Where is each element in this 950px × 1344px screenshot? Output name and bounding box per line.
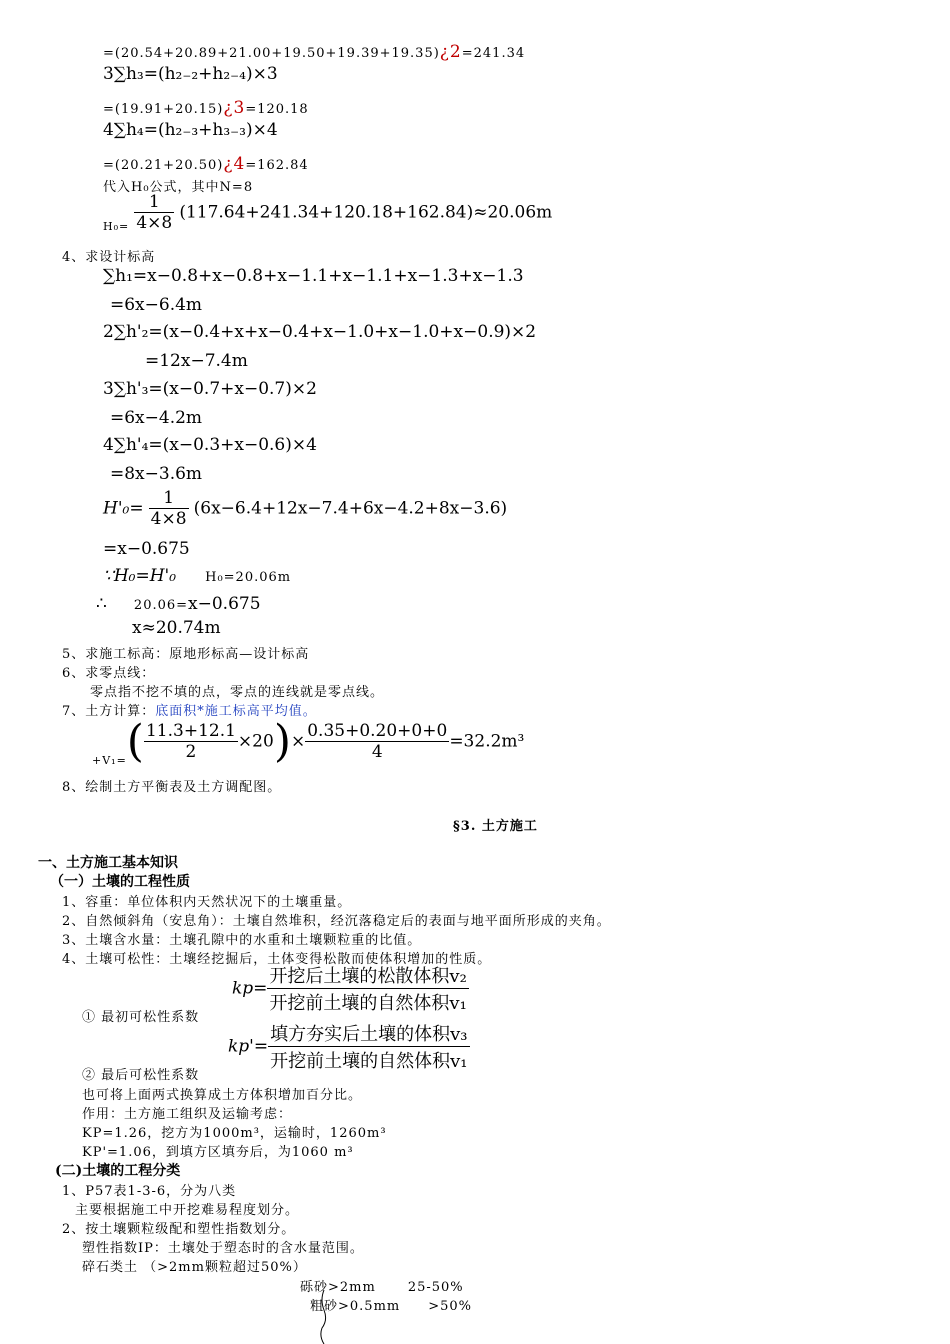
x-result: x≈20.74m [132,618,221,638]
sum2-expansion [103,42,525,62]
class-1-desc: 主要根据施工中开挖难易程度划分。 [75,1203,300,1218]
v-f1-num: 11.3+12.1 [145,721,236,741]
h0p-den: 4×8 [150,509,187,529]
step7-formula-note: 底面积*施工标高平均值。 [155,704,317,719]
garbled-mark: ¿3 [223,98,246,118]
gravel-sand-label: 砾砂>2mm [300,1280,376,1295]
eq-h4-result: =8x−3.6m [110,464,203,484]
kp2-formula [228,1020,470,1073]
sum2-values: =(20.54+20.89+21.00+19.50+19.39+19.35) [103,46,440,61]
step4-heading: 4、求设计标高 [62,250,156,265]
kp-formula [232,962,469,1015]
kp-fraction [267,962,468,1015]
kp2-fraction [268,1020,469,1073]
h0p-prefix: H'₀= [103,498,144,519]
h0p-fraction [149,488,189,529]
prop-4: 4、土壤可松性：土壤经挖掘后，土体变得松散而使体积增加的性质。 [62,952,492,967]
heading-basics: 一、土方施工基本知识 [38,855,178,871]
h0p-num: 1 [149,488,189,509]
class-2-ip: 塑性指数IP：土壤处于塑态时的含水量范围。 [82,1241,364,1256]
eq-h3-result: =6x−4.2m [110,408,203,428]
h0p-result: =x−0.675 [103,539,190,559]
substitute-note: 代入H₀公式，其中N=8 [103,180,254,195]
step7-label: 7、土方计算： [62,704,156,719]
eq-h2: 2∑h'₂=(x−0.4+x+x−0.4+x−1.0+x−1.0+x−0.9)×2 [103,322,537,342]
v-prefix: +V₁= [92,754,127,767]
h0-den: 4×8 [136,213,173,233]
eq-h1-result: =6x−6.4m [110,295,203,315]
v-fraction2 [305,721,449,762]
h0-prime-formula [103,488,507,529]
h0-num: 1 [134,192,174,213]
garbled-mark: ¿4 [223,154,246,174]
therefore-left: 20.06= [133,598,189,613]
brace-line [316,1290,330,1344]
para-kp-example: KP=1.26，挖方为1000m³，运输时，1260m³ [82,1126,387,1141]
sum3-expansion [103,98,309,118]
para-convert: 也可将上面两式换算成土方体积增加百分比。 [82,1088,363,1103]
prop-3: 3、土壤含水量：土壤孔隙中的水重和土壤颗粒重的比值。 [62,933,422,948]
gravel-sand-value: 25-50% [407,1280,464,1295]
therefore-symbol: ∴ [96,594,107,614]
kp-den: 开挖前土壤的自然体积v₁ [269,993,467,1014]
because-eq: ∵H₀=H'₀ [103,566,177,586]
para-usage: 作用：土方施工组织及运输考虑： [82,1107,293,1122]
step6: 6、求零点线： [62,666,156,681]
sum3-result: =120.18 [245,102,309,117]
eq-h3: 3∑h'₃=(x−0.7+x−0.7)×2 [103,379,317,399]
class-1: 1、P57表1-3-6，分为八类 [62,1184,237,1199]
because-line [103,566,291,586]
kp-label: ① 最初可松性系数 [82,1010,200,1025]
kp-symbol: kp= [232,978,268,999]
garbled-mark: ¿2 [439,42,462,62]
v-f2-den: 4 [371,742,383,762]
kp2-den: 开挖前土壤的自然体积v₁ [270,1051,468,1072]
kp2-label: ② 最后可松性系数 [82,1068,200,1083]
step5: 5、求施工标高：原地形标高—设计标高 [62,647,310,662]
sum3-formula: 3∑h₃=(h₂₋₂+h₂₋₄)×3 [103,64,278,84]
paren-close: ) [273,716,291,767]
h0-prefix: H₀= [103,220,130,233]
eq-h4: 4∑h'₄=(x−0.3+x−0.6)×4 [103,435,317,455]
kp2-num: 填方夯实后土壤的体积v₃ [268,1020,469,1047]
sum3-values: =(19.91+20.15) [103,102,224,117]
prop-1: 1、容重：单位体积内天然状况下的土壤重量。 [62,895,352,910]
v-fraction1 [144,721,238,762]
h0-fraction [134,192,174,233]
paren-open: ( [126,716,144,767]
para-kp2-example: KP'=1.06，到填方区填夯后，为1060 m³ [82,1145,354,1160]
class-2: 2、按土壤颗粒级配和塑性指数划分。 [62,1222,296,1237]
v-times: × [290,731,306,752]
sum4-result: =162.84 [245,158,309,173]
kp2-symbol: kp'= [228,1036,269,1057]
step8: 8、绘制土方平衡表及土方调配图。 [62,780,282,795]
sum2-result: =241.34 [461,46,526,61]
h0p-sum: (6x−6.4+12x−7.4+6x−4.2+8x−3.6) [193,498,508,519]
because-value: H₀=20.06m [205,570,292,585]
class-2-gravel: 碎石类土 （>2mm颗粒超过50%） [82,1260,307,1275]
coarse-sand-value: >50% [428,1299,473,1314]
section-title: §3. 土方施工 [453,819,538,834]
v-f1-den: 2 [185,742,197,762]
sum4-expansion [103,154,309,174]
v-mid: ×20 [237,731,274,752]
sum4-formula: 4∑h₄=(h₂₋₃+h₃₋₃)×4 [103,120,278,140]
h0-sum: (117.64+241.34+120.18+162.84)≈20.06m [179,202,553,223]
h0-formula [103,192,552,240]
therefore-line [96,594,261,614]
prop-2: 2、自然倾斜角（安息角）：土壤自然堆积，经沉落稳定后的表面与地平面所形成的夹角。 [62,914,611,929]
eq-h2-result: =12x−7.4m [145,351,248,371]
sum4-values: =(20.21+20.50) [103,158,224,173]
volume-formula [92,716,524,767]
eq-h1: ∑h₁=x−0.8+x−0.8+x−1.1+x−1.1+x−1.3+x−1.3 [103,266,524,286]
heading-properties: （一）土壤的工程性质 [50,874,190,890]
therefore-right: x−0.675 [188,594,261,614]
kp-num: 开挖后土壤的松散体积v₂ [267,962,468,989]
v-f2-num: 0.35+0.20+0+0 [307,721,448,741]
coarse-sand-label: 粗砂>0.5mm [310,1299,401,1314]
step6-desc: 零点指不挖不填的点，零点的连线就是零点线。 [90,685,385,700]
heading-classification: (二)土壤的工程分类 [55,1163,181,1179]
v-result: =32.2m³ [449,731,525,752]
coarse-sand [310,1295,472,1314]
